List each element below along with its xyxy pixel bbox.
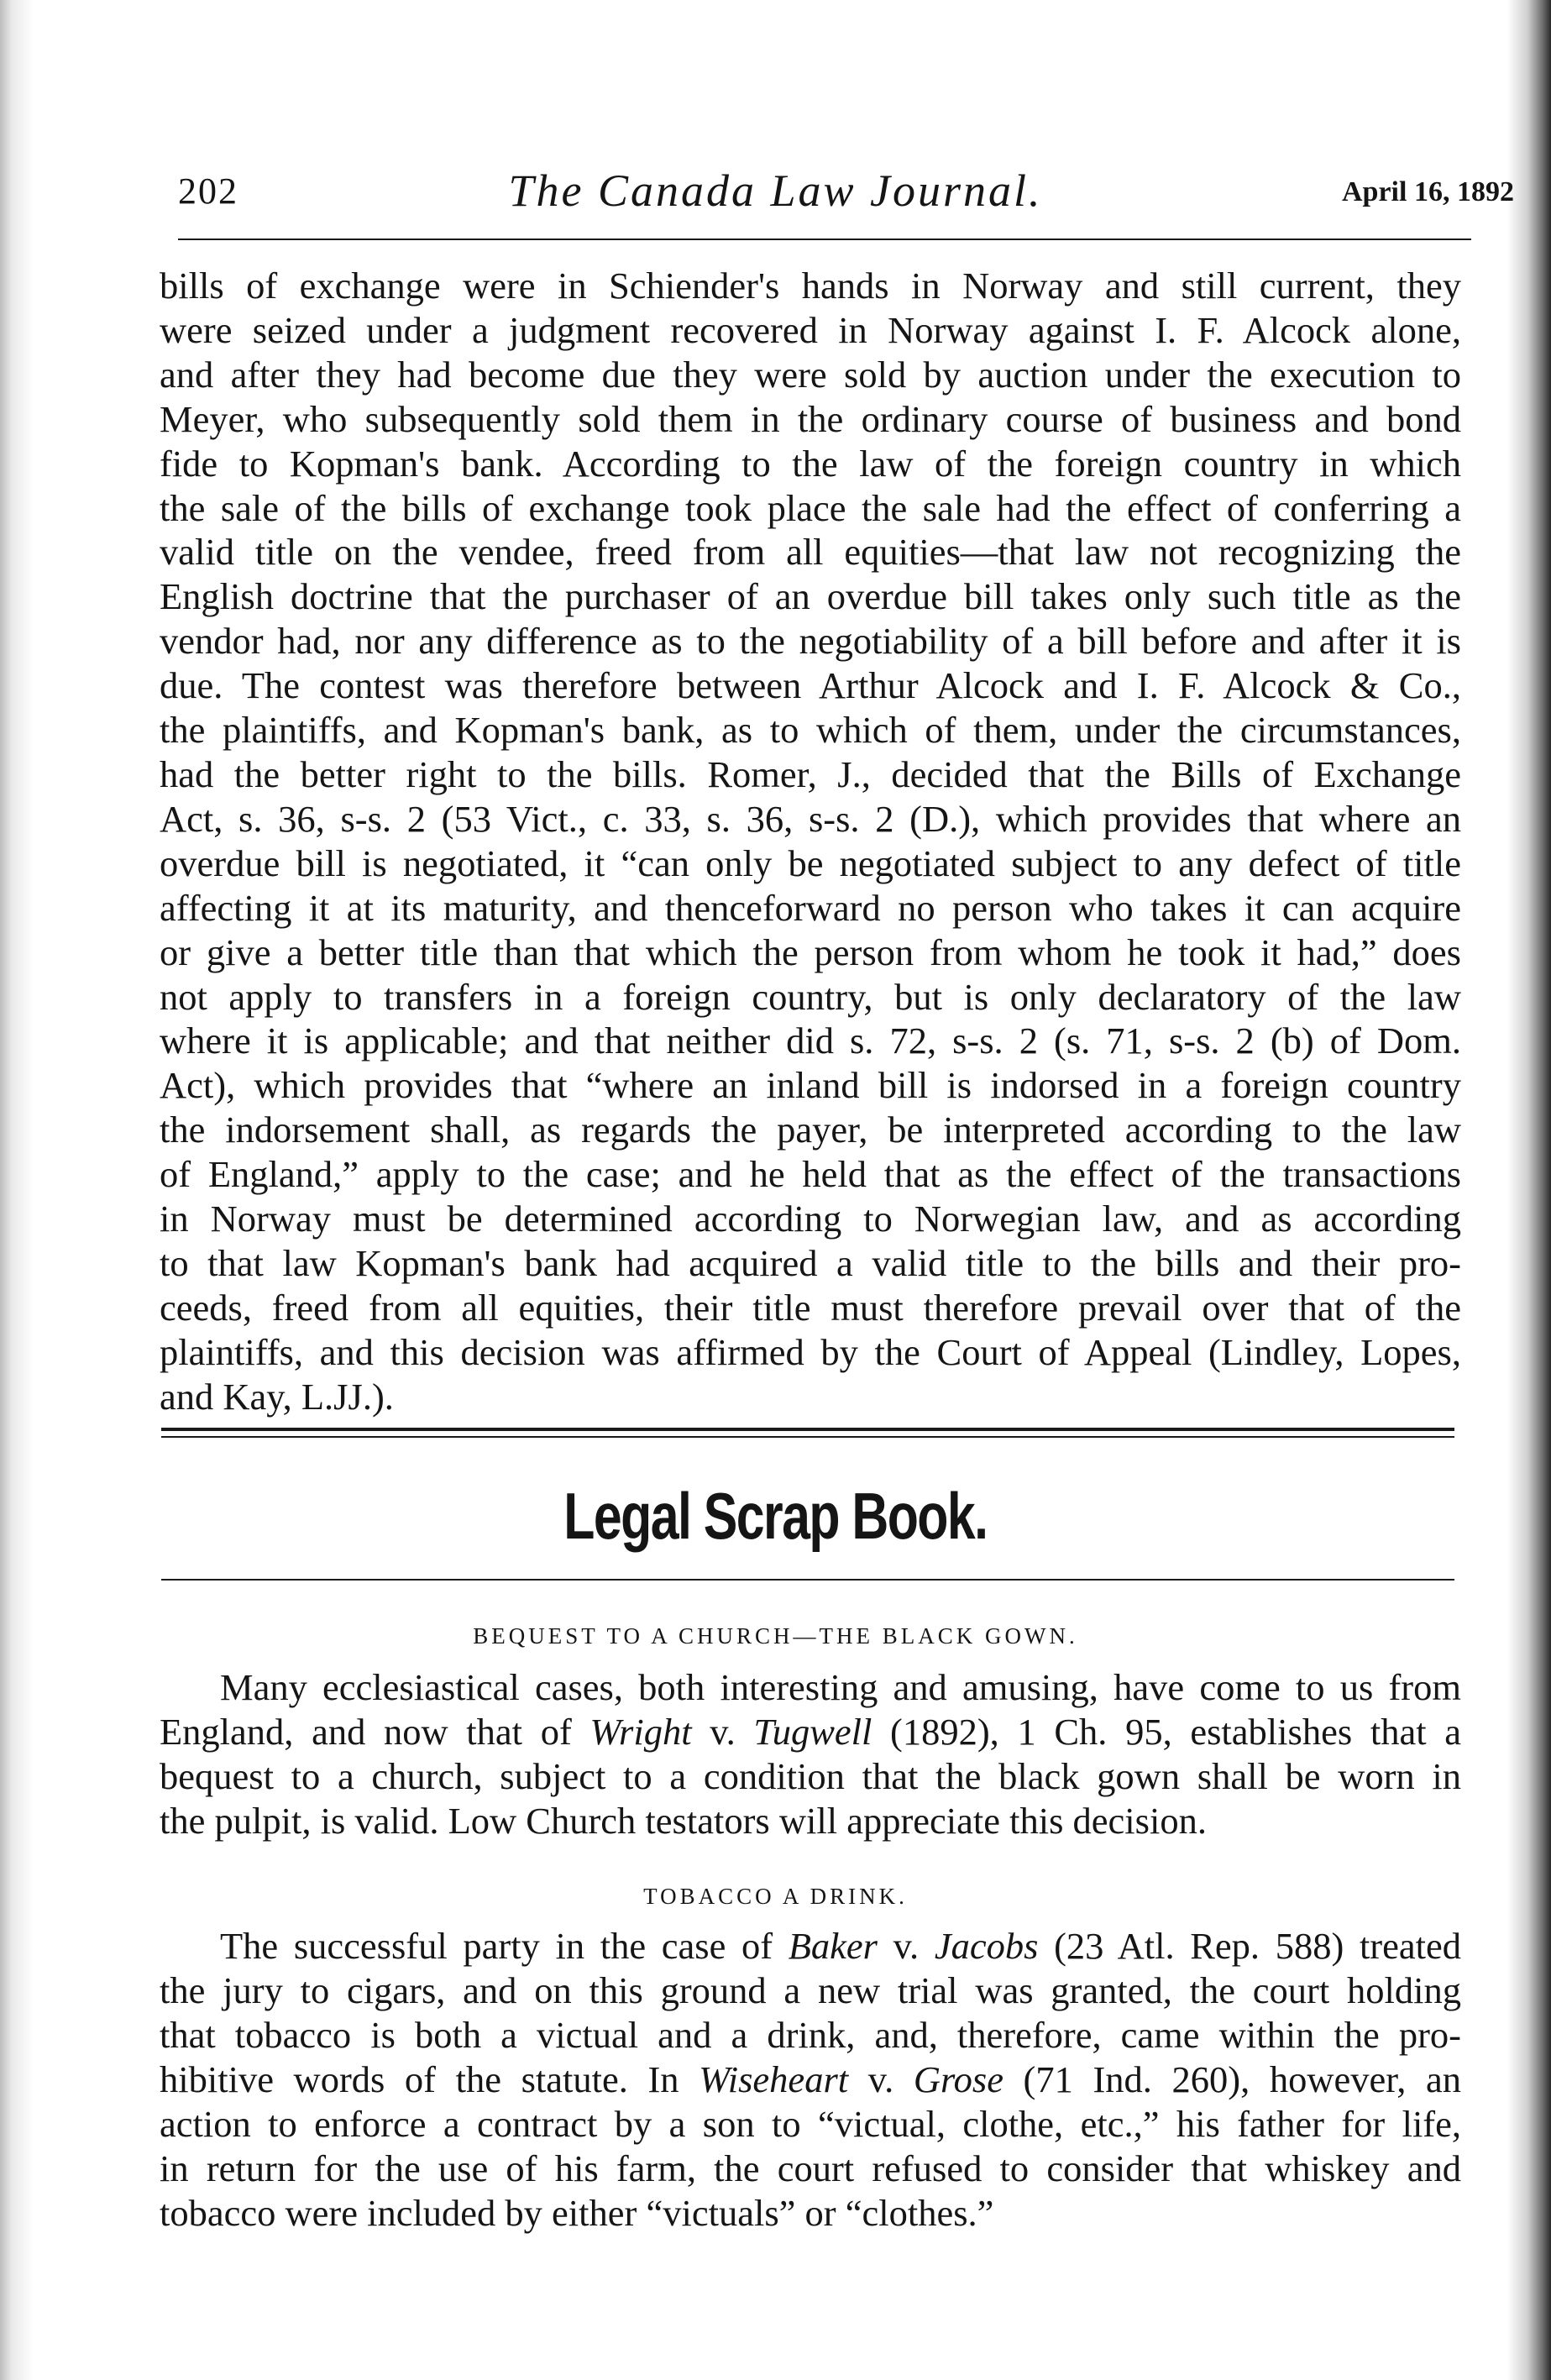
text-run: hibitive words of the statute. In [160, 2058, 700, 2100]
text-line: the indorsement shall, as regards the payer, be interpreted according to the law [160, 1109, 1461, 1151]
text-line [160, 2058, 1461, 2102]
section-heading-rule [161, 1579, 1454, 1581]
text-line: English doctrine that the purchaser of an overdue bill takes only such title as the [160, 575, 1461, 618]
text-line: in Norway must be determined according to Norwegian law, and as according [160, 1198, 1461, 1240]
text-line [160, 1665, 1461, 1710]
text-run: action to enforce a contract by a son to “victual, clothe, etc.,” his father for life, [160, 2103, 1461, 2145]
text-run: v. [878, 1925, 935, 1967]
article-body-tobacco [160, 1924, 1461, 2236]
text-line: to that law Kopman's bank had acquired a valid title to the bills and their pro- [160, 1241, 1461, 1284]
text-run: (71 Ind. 260), however, an [1003, 2058, 1461, 2100]
text-line [160, 1924, 1461, 1968]
text-run: Many ecclesiastical cases, both interesting and amusing, have come to us from [220, 1666, 1461, 1708]
text-line: and after they had become due they were sold by auction under the execution to [160, 353, 1461, 396]
article-body-bequest [160, 1665, 1461, 1843]
text-run: tobacco were included by either “victuals” or “clothes.” [160, 2192, 994, 2234]
article-heading-bequest: BEQUEST TO A CHURCH—THE BLACK GOWN. [473, 1623, 1078, 1649]
text-line: Meyer, who subsequently sold them in the ordinary course of business and bond [160, 397, 1461, 440]
text-line: fide to Kopman's bank. According to the law of the foreign country in which [160, 442, 1461, 485]
text-line: plaintiffs, and this decision was affirmed by the Court of Appeal (Lindley, Lopes, [160, 1330, 1461, 1373]
text-run: (1892), 1 Ch. 95, establishes that a [872, 1711, 1461, 1753]
text-line: of England,” apply to the case; and he held that as the effect of the transactions [160, 1153, 1461, 1196]
text-line: Act), which provides that “where an inland bill is indorsed in a foreign country [160, 1064, 1461, 1107]
text-line [160, 1968, 1461, 2013]
section-double-rule-bottom [161, 1436, 1454, 1438]
text-run: in return for the use of his farm, the court refused to consider that whiskey and [160, 2147, 1461, 2189]
text-line: the sale of the bills of exchange took place the sale had the effect of conferring a [160, 486, 1461, 529]
case-name: Wiseheart [699, 2058, 849, 2100]
text-line [160, 2102, 1461, 2147]
text-line: Act, s. 36, s-s. 2 (53 Vict., c. 33, s. 36, s-s. 2 (D.), which provides that where an [160, 797, 1461, 840]
case-name: Wright [589, 1711, 692, 1753]
text-line [160, 1710, 1461, 1754]
text-line: and Kay, L.JJ.). [160, 1375, 394, 1418]
text-run: England, and now that of [160, 1711, 590, 1753]
journal-title: The Canada Law Journal. [508, 165, 1043, 216]
page-right-edge-shadow [1507, 0, 1551, 2380]
text-run: the pulpit, is valid. Low Church testators will appreciate this decision. [160, 1800, 1207, 1842]
case-name: Grose [913, 2058, 1003, 2100]
text-line: were seized under a judgment recovered in Norway against I. F. Alcock alone, [160, 308, 1461, 351]
text-line: valid title on the vendee, freed from all equities—that law not recognizing the [160, 531, 1461, 574]
text-line: had the better right to the bills. Romer, J., decided that the Bills of Exchange [160, 752, 1461, 795]
text-run: (23 Atl. Rep. 588) treated [1038, 1925, 1461, 1967]
case-name: Baker [788, 1925, 878, 1967]
page-number: 202 [178, 170, 238, 212]
text-line [160, 2147, 1461, 2191]
text-line: the plaintiffs, and Kopman's bank, as to which of them, under the circumstances, [160, 709, 1461, 752]
page-left-edge-shadow [0, 0, 34, 2380]
text-run: The successful party in the case of [220, 1925, 789, 1967]
text-line [160, 2013, 1461, 2058]
text-line: vendor had, nor any difference as to the negotiability of a bill before and after it is [160, 620, 1461, 663]
text-line: not apply to transfers in a foreign country, but is only declaratory of the law [160, 975, 1461, 1018]
text-run: that tobacco is both a victual and a drink, and, therefore, came within the pro- [160, 2014, 1461, 2056]
text-line: ceeds, freed from all equities, their title must therefore prevail over that of the [160, 1286, 1461, 1329]
text-run: v. [848, 2058, 914, 2100]
text-line [160, 1754, 1461, 1799]
text-line: affecting it at its maturity, and thenceforward no person who takes it can acquire [160, 886, 1461, 929]
text-line [160, 2191, 1461, 2236]
case-name: Tugwell [753, 1711, 872, 1753]
case-name: Jacobs [934, 1925, 1039, 1967]
issue-date: April 16, 1892 [1342, 176, 1514, 207]
section-heading: Legal Scrap Book. [563, 1479, 988, 1553]
text-line: overdue bill is negotiated, it “can only be negotiated subject to any defect of title [160, 841, 1461, 884]
text-run: v. [691, 1711, 754, 1753]
text-line: due. The contest was therefore between Arthur Alcock and I. F. Alcock & Co., [160, 664, 1461, 707]
text-line: bills of exchange were in Schiender's hands in Norway and still current, they [160, 265, 1461, 307]
text-line: or give a better title than that which the person from whom he took it had,” does [160, 931, 1461, 973]
text-run: bequest to a church, subject to a condition that the black gown shall be worn in [160, 1755, 1461, 1797]
text-line [160, 1799, 1461, 1843]
text-line: where it is applicable; and that neither did s. 72, s-s. 2 (s. 71, s-s. 2 (b) of Dom. [160, 1020, 1461, 1062]
header-rule [178, 239, 1471, 240]
article-heading-tobacco: TOBACCO A DRINK. [643, 1884, 908, 1909]
continued-case-text [160, 264, 1461, 1419]
running-head [0, 165, 1551, 223]
text-run: the jury to cigars, and on this ground a new trial was granted, the court holding [160, 1969, 1461, 2011]
section-double-rule-top [161, 1428, 1454, 1431]
